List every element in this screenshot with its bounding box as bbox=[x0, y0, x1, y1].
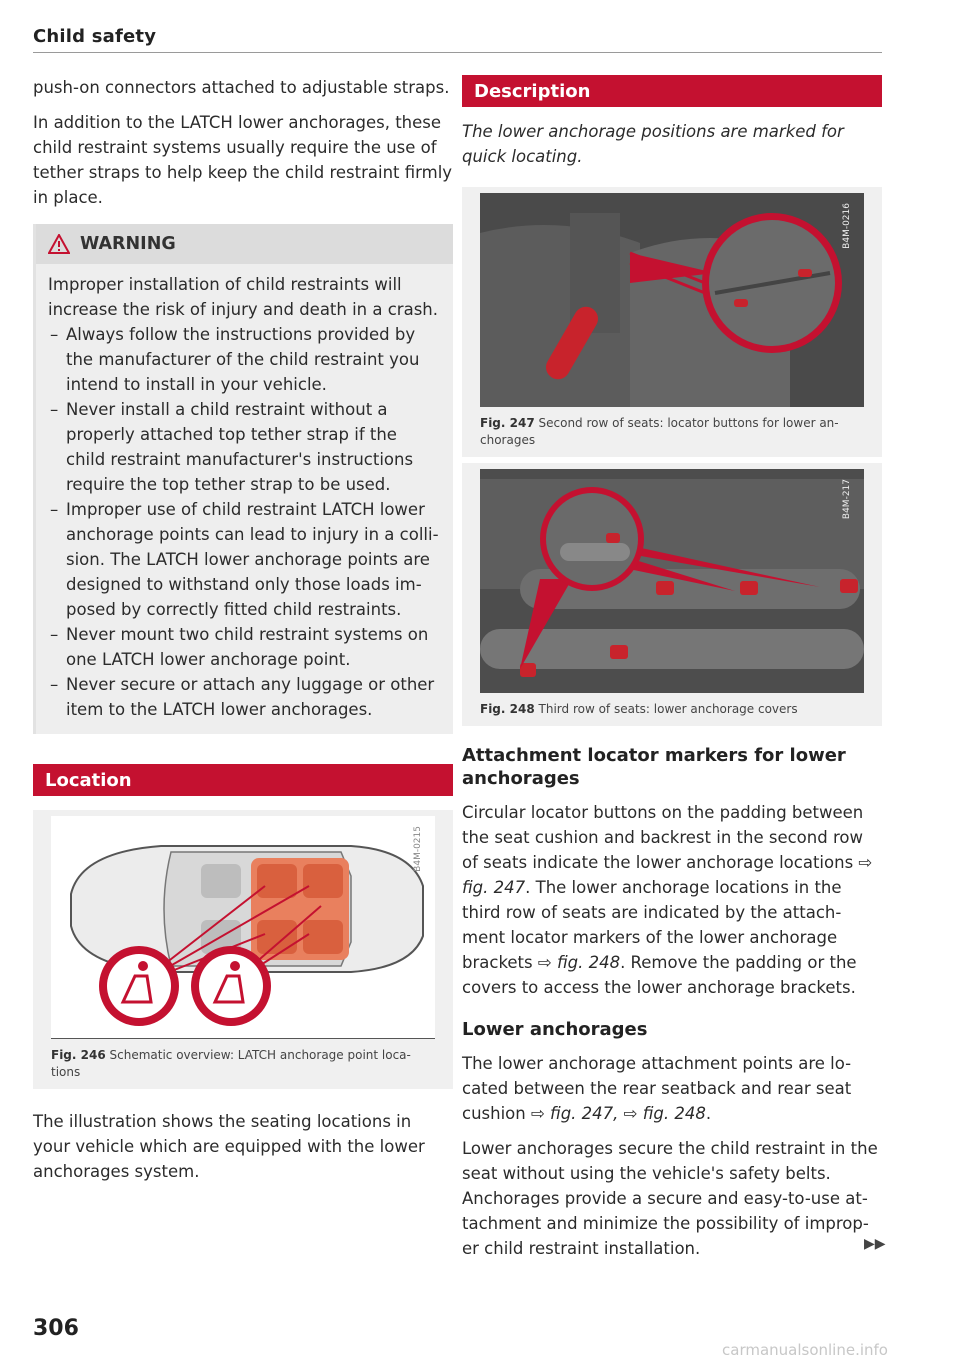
xref-fig-247[interactable]: ⇨ fig. 247 bbox=[462, 853, 873, 897]
subheading-lower-anchorages: Lower anchorages bbox=[462, 1019, 648, 1040]
fig-246-code: B4M-0215 bbox=[413, 826, 423, 872]
fig-247-label: Fig. 247 bbox=[480, 416, 535, 430]
warning-triangle-icon bbox=[48, 234, 70, 254]
header-divider bbox=[33, 52, 882, 53]
site-watermark: carmanualsonline.info bbox=[722, 1341, 888, 1359]
anchorages-secure-paragraph: Lower anchorages secure the child restraint in the seat without using the vehicle's safety belts. Anchorages provide a secure and easy-to-use at-tachment and minimize the possibility of improp-er child restraint installation. bbox=[462, 1139, 878, 1258]
warning-box bbox=[33, 224, 453, 734]
fig-246-caption bbox=[33, 1039, 453, 1083]
fig-247-photo bbox=[480, 193, 864, 407]
fig-246-label: Fig. 246 bbox=[51, 1048, 106, 1062]
page-number: 306 bbox=[33, 1316, 79, 1341]
warning-item: – Never secure or attach any luggage or other item to the LATCH lower anchorages. bbox=[48, 672, 441, 722]
fig-248-photo bbox=[480, 469, 864, 693]
location-section-bar: Location bbox=[33, 764, 453, 796]
intro-paragraph-1: push-on connectors attached to adjustable straps. bbox=[33, 78, 450, 97]
xref-fig-248[interactable]: ⇨ fig. 248 bbox=[537, 953, 621, 972]
figure-247 bbox=[462, 187, 882, 457]
description-section-bar: Description bbox=[462, 75, 882, 107]
warning-list bbox=[48, 322, 441, 722]
warning-item: – Always follow the instructions provided by the manufacturer of the child restraint you intend to install in your vehicle. bbox=[48, 322, 441, 397]
description-intro: The lower anchorage positions are marked for quick locating. bbox=[462, 122, 844, 166]
fig-247-caption-text: Second row of seats: locator buttons for lower an-chorages bbox=[480, 416, 839, 447]
continue-arrow-icon: ▶▶ bbox=[864, 1236, 886, 1252]
fig-247-code: B4M-0216 bbox=[842, 203, 852, 249]
fig-246-caption-text: Schematic overview: LATCH anchorage point loca-tions bbox=[51, 1048, 411, 1079]
location-paragraph: The illustration shows the seating locations in your vehicle which are equipped with the lower anchorages system. bbox=[33, 1112, 425, 1181]
figure-246 bbox=[33, 810, 453, 1089]
fig-248-code: B4M-217 bbox=[842, 479, 852, 520]
warning-header bbox=[36, 224, 453, 264]
warning-item: – Never mount two child restraint systems on one LATCH lower anchorage point. bbox=[48, 622, 441, 672]
fig-247-caption bbox=[462, 407, 882, 451]
figure-248 bbox=[462, 463, 882, 726]
right-column bbox=[462, 75, 882, 1271]
page-header-title: Child safety bbox=[33, 26, 157, 47]
fig-246-illustration bbox=[51, 816, 435, 1039]
xref-fig-247-248[interactable]: ⇨ fig. 247, ⇨ fig. 248 bbox=[530, 1104, 706, 1123]
attachment-locator-paragraph: Circular locator buttons on the padding between the seat cushion and backrest in the second row of seats indicate the lower anchorage locations ⇨ fig. 247. The lower anchorage locations in the third row of seats are indicated by the attach-ment locator markers of the lower anchorage brackets ⇨ fig. 248. Remove the padding or the covers to access the lower anchorage brackets. bbox=[462, 803, 873, 997]
lower-anchorages-paragraph: The lower anchorage attachment points are lo-cated between the rear seatback and rear seat cushion ⇨ fig. 247, ⇨ fig. 248. bbox=[462, 1054, 852, 1123]
subheading-attachment-locator: Attachment locator markers for lower anchorages bbox=[462, 745, 846, 789]
fig-248-caption-text: Third row of seats: lower anchorage covers bbox=[538, 702, 798, 716]
warning-intro: Improper installation of child restraints will increase the risk of injury and death in a crash. bbox=[48, 275, 439, 319]
warning-item: – Improper use of child restraint LATCH lower anchorage points can lead to injury in a colli-sion. The LATCH lower anchorage points are designed to withstand only those loads im-posed by correctly fitted child restraints. bbox=[48, 497, 441, 622]
intro-paragraph-2: In addition to the LATCH lower anchorages, these child restraint systems usually require the use of tether straps to help keep the child restraint firmly in place. bbox=[33, 113, 453, 207]
fig-248-caption bbox=[462, 693, 882, 720]
warning-title: WARNING bbox=[80, 233, 176, 254]
fig-248-label: Fig. 248 bbox=[480, 702, 535, 716]
warning-item: – Never install a child restraint without a properly attached top tether strap if the child restraint manufacturer's instructions require the top tether strap to be used. bbox=[48, 397, 441, 497]
left-column bbox=[33, 75, 453, 1194]
